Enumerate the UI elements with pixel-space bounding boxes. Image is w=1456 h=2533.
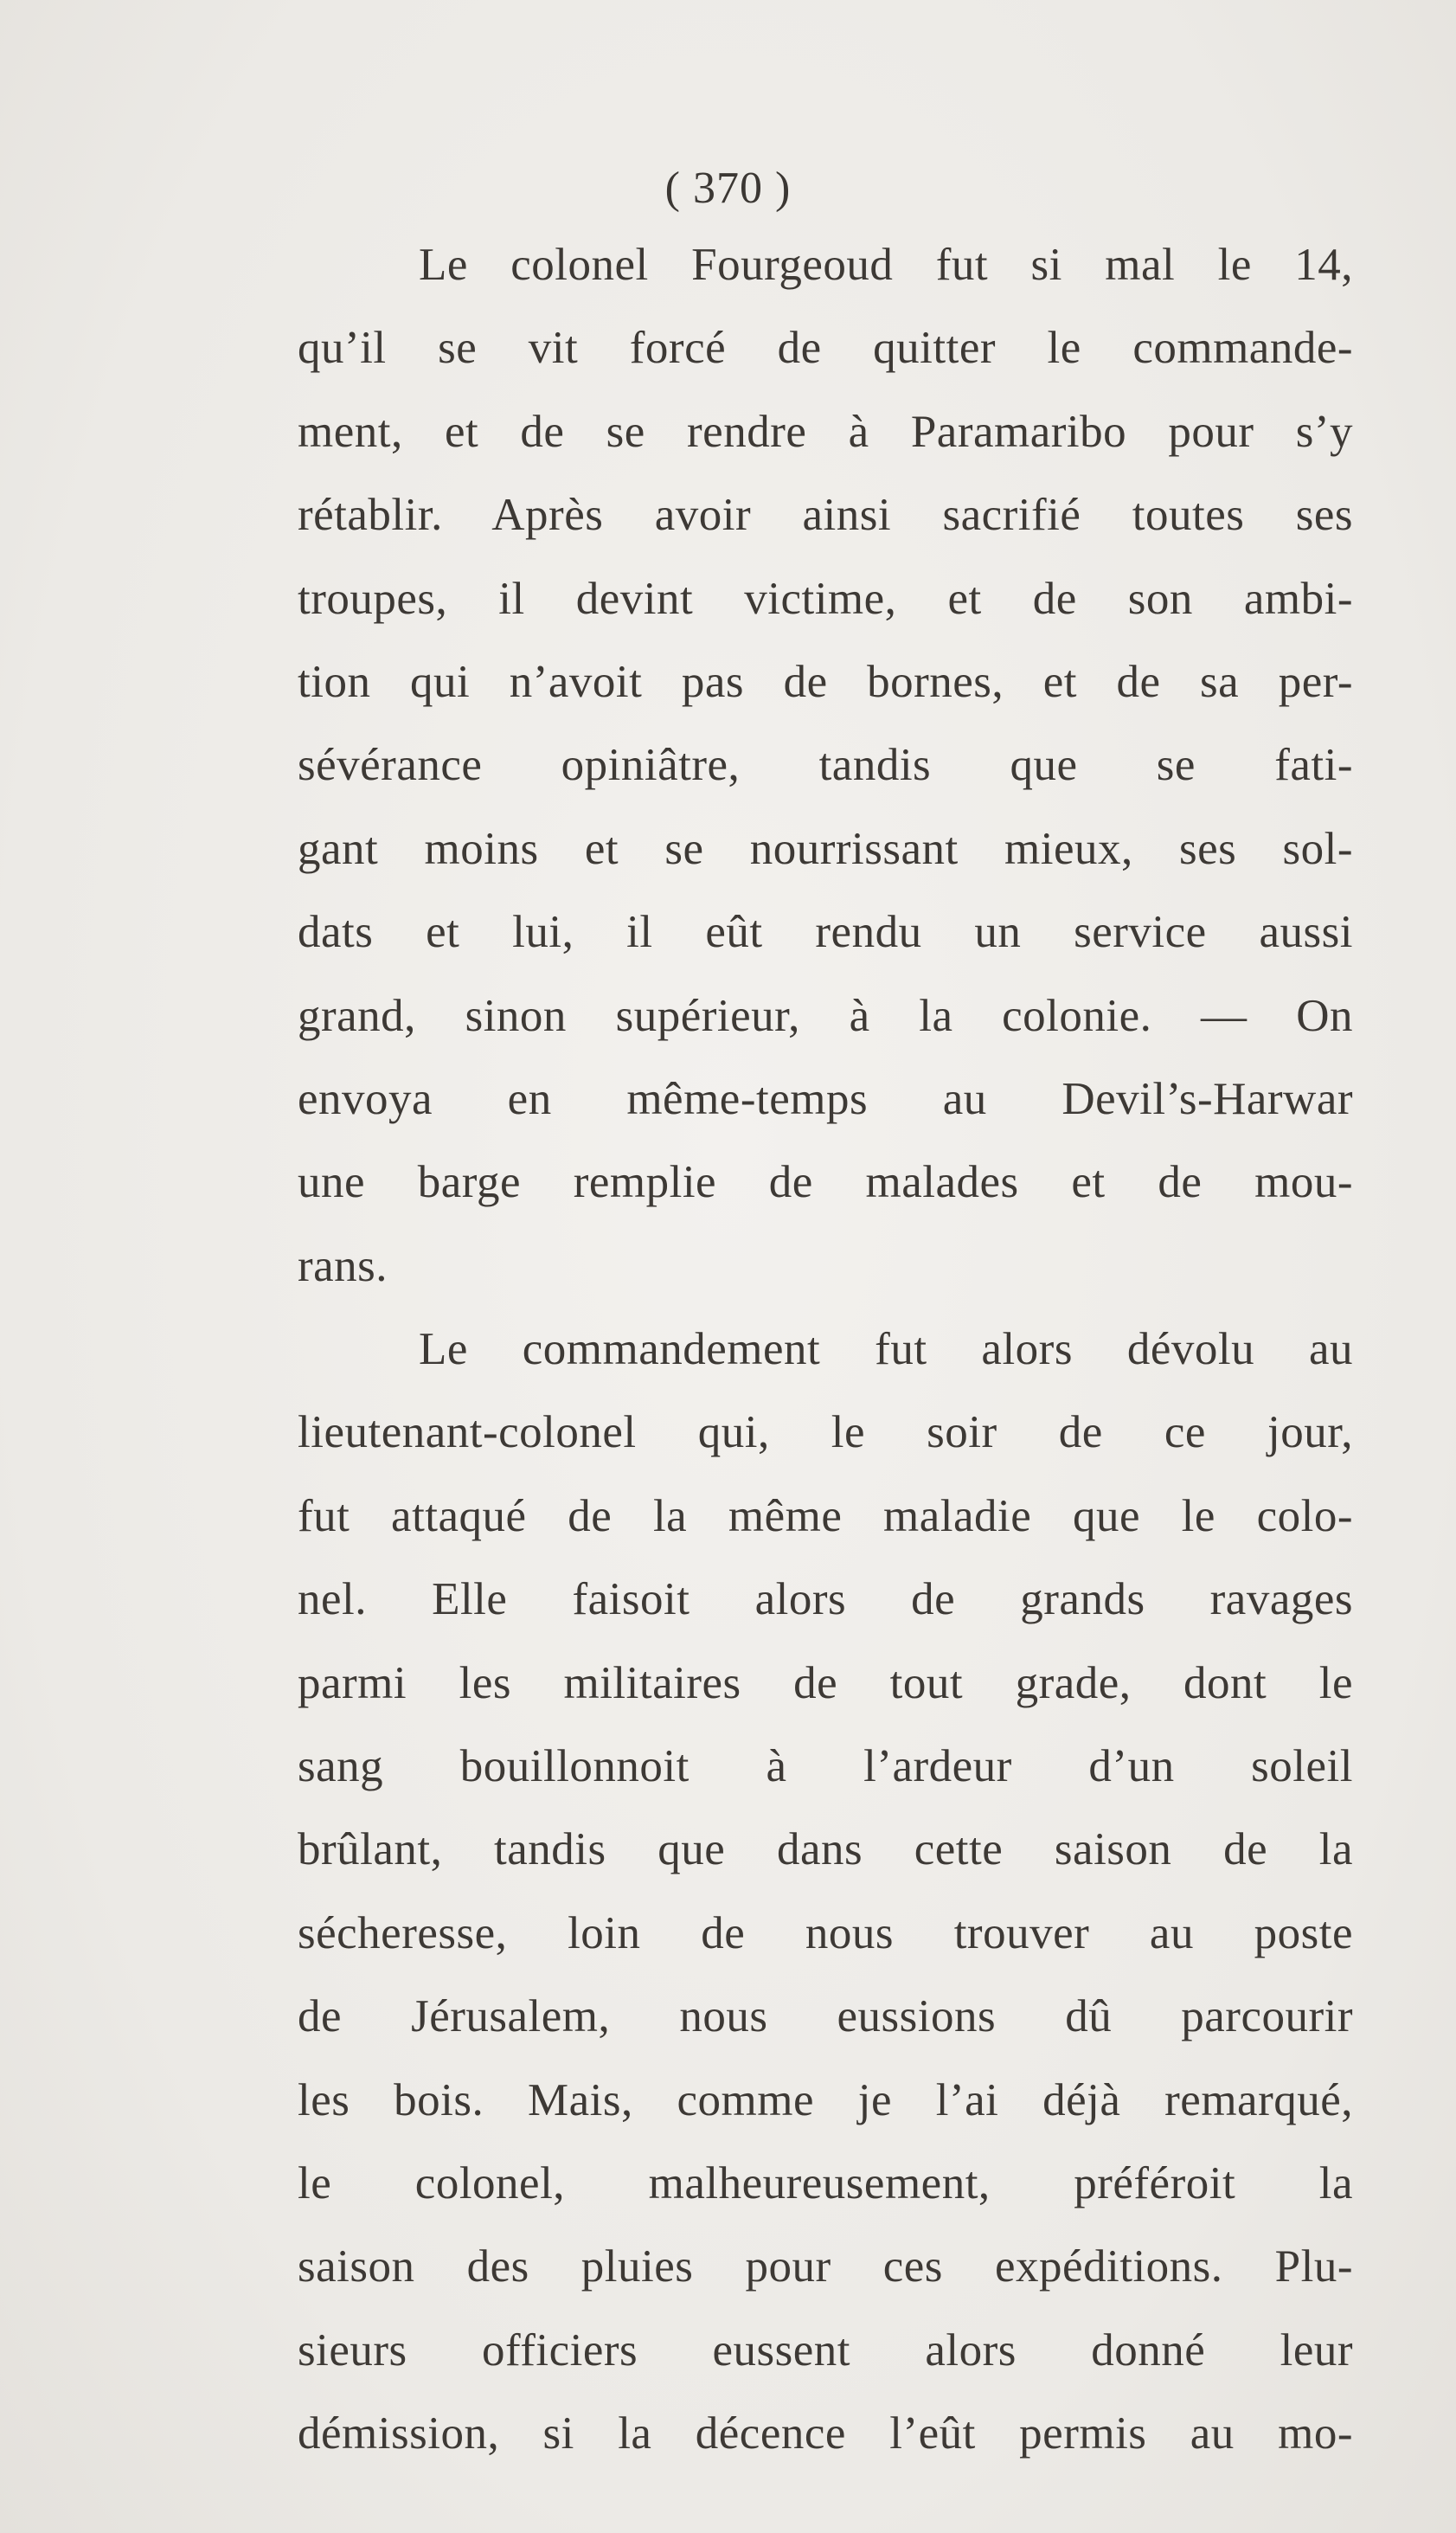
text-line: dats et lui, il eût rendu un service aussi [298, 907, 1353, 958]
text-line: saison des pluies pour ces expéditions. Plu- [298, 2241, 1353, 2292]
text-line: sécheresse, loin de nous trouver au poste [298, 1907, 1353, 1958]
text-line: les bois. Mais, comme je l’ai déjà remarqué, [298, 2074, 1353, 2125]
text-line: sieurs officiers eussent alors donné leur [298, 2324, 1353, 2375]
text-line: lieutenant-colonel qui, le soir de ce jour, [298, 1407, 1353, 1458]
text-line: tion qui n’avoit pas de bornes, et de sa per- [298, 656, 1353, 707]
text-line: troupes, il devint victime, et de son ambi- [298, 573, 1353, 624]
text-line: rans. [298, 1240, 388, 1291]
text-line: ment, et de se rendre à Paramaribo pour s’y [298, 406, 1353, 457]
text-line: gant moins et se nourrissant mieux, ses sol- [298, 823, 1353, 874]
text-line: grand, sinon supérieur, à la colonie. — On [298, 990, 1353, 1041]
text-line: sang bouillonnoit à l’ardeur d’un soleil [298, 1741, 1353, 1792]
text-line: envoya en même-temps au Devil’s-Harwar [298, 1073, 1353, 1124]
text-line: une barge remplie de malades et de mou- [298, 1157, 1353, 1208]
text-line: démission, si la décence l’eût permis au mo- [298, 2408, 1353, 2459]
text-line: brûlant, tandis que dans cette saison de la [298, 1824, 1353, 1875]
text-line: qu’il se vit forcé de quitter le commande- [298, 323, 1353, 374]
text-line: rétablir. Après avoir ainsi sacrifié toutes ses [298, 490, 1353, 541]
text-line: Le commandement fut alors dévolu au [419, 1324, 1353, 1375]
paragraph-2 [298, 1308, 1353, 2475]
page-number: ( 370 ) [664, 164, 792, 213]
paragraph-1 [298, 223, 1353, 1308]
text-line: le colonel, malheureusement, préféroit la [298, 2157, 1353, 2208]
text-block [298, 223, 1353, 2476]
text-line: fut attaqué de la même maladie que le colo- [298, 1490, 1353, 1541]
text-line: de Jérusalem, nous eussions dû parcourir [298, 1991, 1353, 2042]
text-line: sévérance opiniâtre, tandis que se fati- [298, 740, 1353, 791]
text-line: nel. Elle faisoit alors de grands ravages [298, 1574, 1353, 1625]
text-line: parmi les militaires de tout grade, dont le [298, 1657, 1353, 1708]
text-line: Le colonel Fourgeoud fut si mal le 14, [419, 240, 1353, 290]
